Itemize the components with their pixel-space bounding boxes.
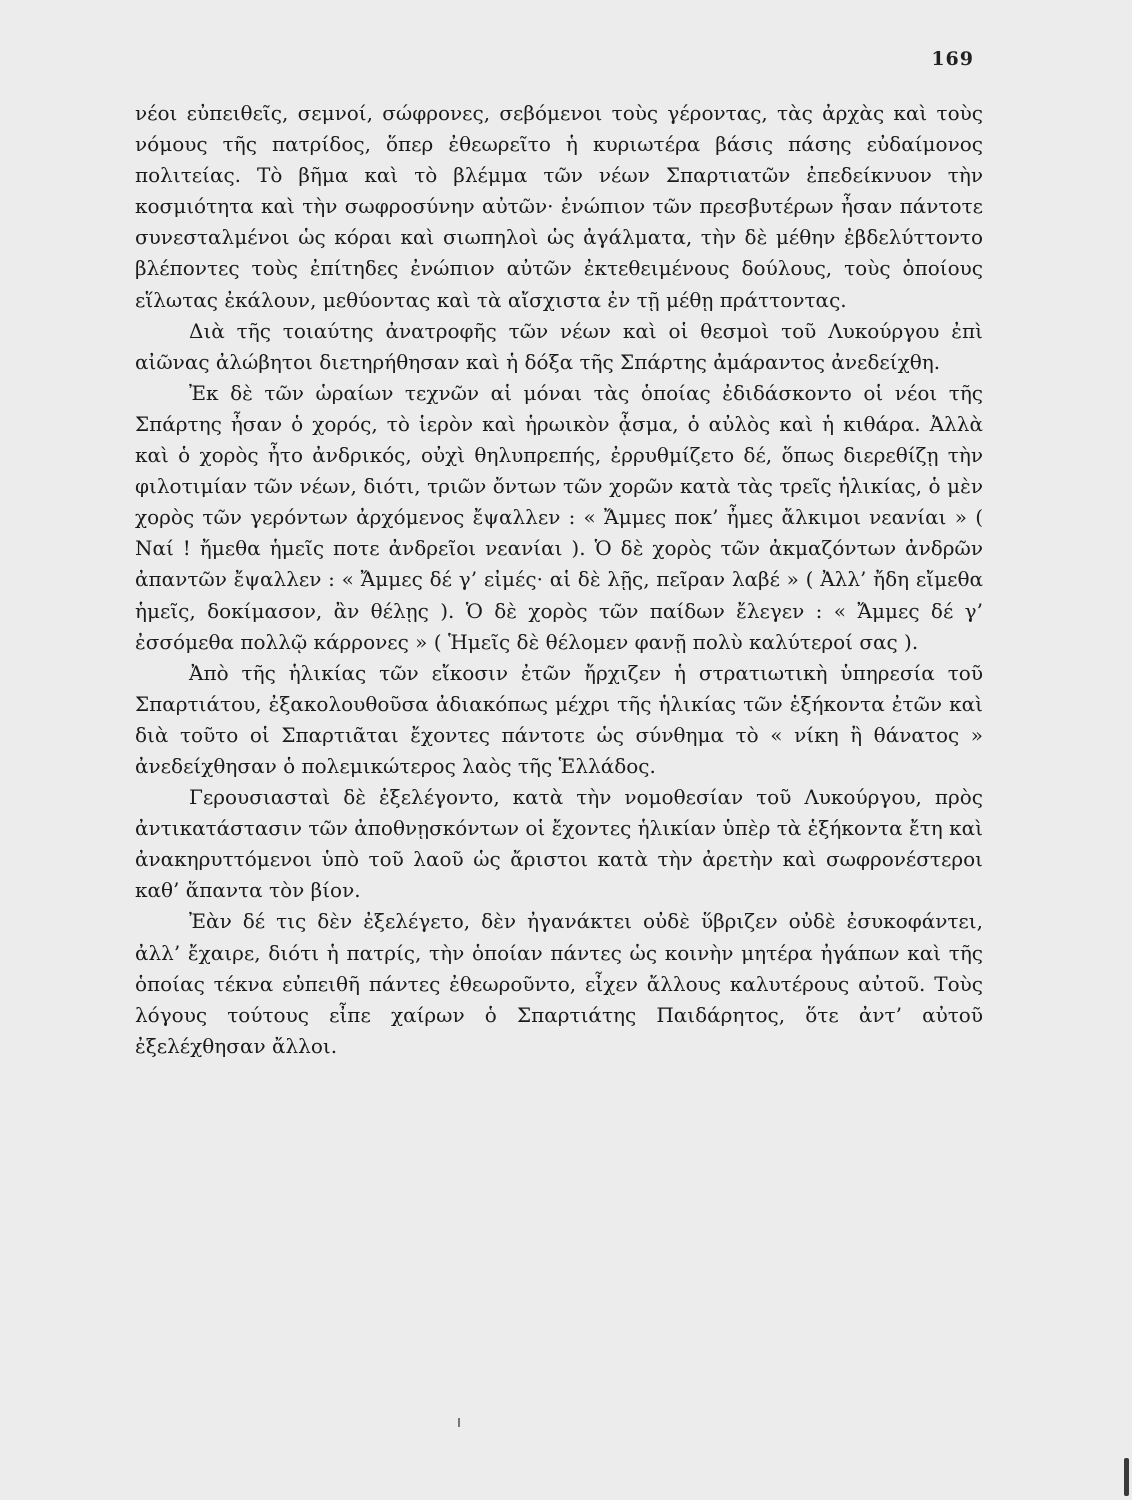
paragraph-military-service: Ἀπὸ τῆς ἡλικίας τῶν εἴκοσιν ἐτῶν ἤρχιζεν ἡ στρατιωτικὴ ὑπηρεσία τοῦ Σπαρτιάτου, ἐξακολουθοῦσα ἀδιακόπως μέχρι τῆς ἡλικίας τῶν ἑξήκοντα ἐτῶν καὶ διὰ τοῦτο οἱ Σπαρτιᾶται ἔχοντες πάντοτε ὡς σύνθημα τὸ « νίκη ἢ θάνατος » ἀνεδείχθησαν ὁ πολεμικώτερος λαὸς τῆς Ἑλλάδος. xyxy=(135,660,983,778)
paragraph-spartan-youth: νέοι εὐπειθεῖς, σεμνοί, σώφρονες, σεβόμενοι τοὺς γέροντας, τὰς ἀρχὰς καὶ τοὺς νόμους τῆς πατρίδος, ὅπερ ἐθεωρεῖτο ἡ κυριωτέρα βάσις πάσης εὐδαίμονος πολιτείας. Τὸ βῆμα καὶ τὸ βλέμμα τῶν νέων Σπαρτιατῶν ἐπεδείκνυον τὴν κοσμιότητα καὶ τὴν σωφροσύνην αὐτῶν· ἐνώπιον τῶν πρεσβυτέρων ἦσαν πάντοτε συνεσταλμένοι ὡς κόραι καὶ σιωπηλοὶ ὡς ἀγάλματα, τὴν δὲ μέθην ἐβδελύττοντο βλέποντες τοὺς ἐπίτηδες ἐνώπιον αὐτῶν ἐκτεθειμένους δούλους, τοὺς ὁποίους εἵλωτας ἐκάλουν, μεθύοντας καὶ τὰ αἴσχιστα ἐν τῇ μέθῃ πράττοντας. xyxy=(135,101,983,312)
print-speck xyxy=(458,1418,460,1427)
paragraph-senators: Γερουσιασταὶ δὲ ἐξελέγοντο, κατὰ τὴν νομοθεσίαν τοῦ Λυκούργου, πρὸς ἀντικατάστασιν τῶν ἀποθνῃσκόντων οἱ ἔχοντες ἡλικίαν ὑπὲρ τὰ ἑξήκοντα ἔτη καὶ ἀνακηρυττόμενοι ὑπὸ τοῦ λαοῦ ὡς ἄριστοι κατὰ τὴν ἀρετὴν καὶ σωφρονέστεροι καθ’ ἅπαντα τὸν βίον. xyxy=(135,785,983,903)
scan-edge-mark xyxy=(1124,1458,1129,1496)
paragraph-lycurgus-institutions: Διὰ τῆς τοιαύτης ἀνατροφῆς τῶν νέων καὶ οἱ θεσμοὶ τοῦ Λυκούργου ἐπὶ αἰῶνας ἀλώβητοι διετηρήθησαν καὶ ἡ δόξα τῆς Σπάρτης ἀμάραντος ἀνεδείχθη. xyxy=(135,318,983,374)
page-number: 169 xyxy=(931,48,974,70)
body-text xyxy=(135,98,983,1062)
paragraph-choruses: Ἐκ δὲ τῶν ὡραίων τεχνῶν αἱ μόναι τὰς ὁποίας ἐδιδάσκοντο οἱ νέοι τῆς Σπάρτης ἦσαν ὁ χορός, τὸ ἱερὸν καὶ ἡρωικὸν ᾆσμα, ὁ αὐλὸς καὶ ἡ κιθάρα. Ἀλλὰ καὶ ὁ χορὸς ἦτο ἀνδρικός, οὐχὶ θηλυπρεπής, ἐρρυθμίζετο δέ, ὅπως διερεθίζῃ τὴν φιλοτιμίαν τῶν νέων, διότι, τριῶν ὄντων τῶν χορῶν κατὰ τὰς τρεῖς ἡλικίας, ὁ μὲν χορὸς τῶν γερόντων ἀρχόμενος ἔψαλλεν : « Ἄμμες ποκ’ ἦμες ἄλκιμοι νεανίαι » ( Ναί ! ἤμεθα ἡμεῖς ποτε ἀνδρεῖοι νεανίαι ). Ὁ δὲ χορὸς τῶν ἀκμαζόντων ἀνδρῶν ἀπαντῶν ἔψαλλεν : « Ἄμμες δέ γ’ εἰμές· αἱ δὲ λῇς, πεῖραν λαβέ » ( Ἀλλ’ ἤδη εἴμεθα ἡμεῖς, δοκίμασον, ἂν θέλῃς ). Ὁ δὲ χορὸς τῶν παίδων ἔλεγεν : « Ἄμμες δέ γ’ ἐσσόμεθα πολλῷ κάρρονες » ( Ἡμεῖς δὲ θέλομεν φανῇ πολὺ καλύτεροί σας ). xyxy=(135,380,983,654)
paragraph-paidaretos: Ἐὰν δέ τις δὲν ἐξελέγετο, δὲν ἠγανάκτει οὐδὲ ὕβριζεν οὐδὲ ἐσυκοφάντει, ἀλλ’ ἔχαιρε, διότι ἡ πατρίς, τὴν ὁποίαν πάντες ὡς κοινὴν μητέρα ἠγάπων καὶ τῆς ὁποίας τέκνα εὐπειθῆ πάντες ἐθεωροῦντο, εἶχεν ἄλλους καλυτέρους αὐτοῦ. Τοὺς λόγους τούτους εἶπε χαίρων ὁ Σπαρτιάτης Παιδάρητος, ὅτε ἀντ’ αὐτοῦ ἐξελέχθησαν ἄλλοι. xyxy=(135,909,983,1058)
